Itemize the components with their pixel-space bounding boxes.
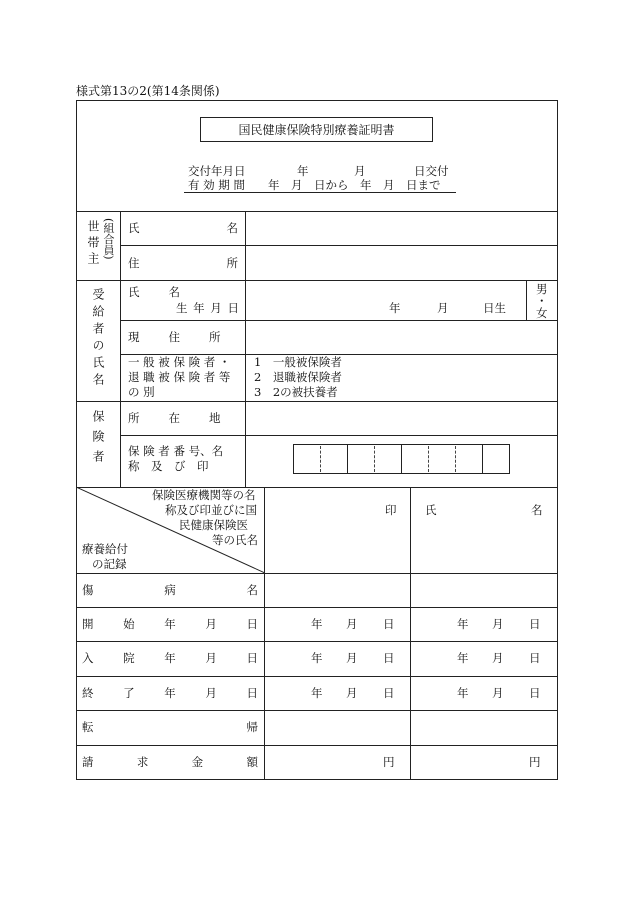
- rule: [76, 607, 558, 608]
- date-day: 日: [529, 651, 541, 665]
- label-char: 所: [226, 256, 238, 270]
- label-char: 入: [82, 651, 94, 665]
- recipient-name-label: 氏 名: [128, 285, 182, 299]
- label-char: 年: [164, 651, 176, 665]
- row-label-end-date: [82, 686, 258, 700]
- outcome-field-a[interactable]: [265, 711, 409, 744]
- header-corner-line1: 療養給付: [82, 542, 128, 556]
- date-month: 月: [346, 651, 358, 665]
- date-day: 日: [529, 686, 541, 700]
- householder-address-field[interactable]: [246, 246, 557, 278]
- rule: [120, 435, 558, 436]
- label-char: 月: [205, 617, 217, 631]
- validity-underline: [184, 192, 456, 193]
- disease-field-a[interactable]: [265, 574, 409, 606]
- row-label-claim-amount: [82, 755, 258, 769]
- sex-male[interactable]: 男: [536, 282, 548, 296]
- issue-day-label: 日交付: [414, 164, 449, 178]
- label-char: 金: [191, 755, 204, 769]
- date-year: 年: [457, 686, 469, 700]
- label-char: 終: [82, 686, 94, 700]
- class-label-line1: 一 般 被 保 険 者 ・: [128, 355, 231, 369]
- date-year: 年: [311, 651, 323, 665]
- form-reference: 様式第13の2(第14条関係): [76, 84, 220, 98]
- row-label-disease: [82, 583, 258, 597]
- label-char: 月: [205, 651, 217, 665]
- label-char: 名: [226, 221, 238, 235]
- rule: [526, 280, 527, 320]
- rule: [482, 444, 483, 474]
- header-diag-line1: 保険医療機関等の名: [152, 488, 256, 502]
- class-option-3[interactable]: 3 2の被扶養者: [254, 385, 338, 399]
- date-day: 日: [383, 651, 395, 665]
- row-label-start-date: [82, 617, 258, 631]
- sex-separator: ・: [536, 294, 548, 308]
- rule: [428, 446, 429, 472]
- institution-b-field[interactable]: [411, 488, 557, 572]
- date-month: 月: [492, 651, 504, 665]
- outcome-field-b[interactable]: [411, 711, 557, 744]
- rule: [320, 446, 321, 472]
- rule: [76, 745, 558, 746]
- insurer-section-label: 保険者: [91, 410, 105, 470]
- insurer-location-label: 所 在 地: [128, 411, 223, 425]
- date-month: 月: [346, 686, 358, 700]
- label-char: 名: [246, 583, 258, 597]
- label-char: 日: [246, 686, 258, 700]
- label-char: 住: [128, 256, 140, 270]
- label-char: 日: [246, 651, 258, 665]
- label-char: 請: [82, 755, 94, 769]
- form-title: 国民健康保険特別療養証明書: [238, 123, 395, 137]
- date-month: 月: [492, 686, 504, 700]
- householder-name-label: [128, 221, 238, 235]
- date-day: 日: [529, 617, 541, 631]
- class-label-line2: 退 職 被 保 険 者 等: [128, 370, 231, 384]
- class-option-2[interactable]: 2 退職被保険者: [254, 370, 342, 384]
- label-char: 傷: [82, 583, 94, 597]
- rule: [401, 444, 402, 474]
- label-char: 了: [123, 686, 135, 700]
- label-char: 氏: [128, 221, 140, 235]
- recipient-address-field[interactable]: [246, 321, 557, 353]
- rule: [374, 446, 375, 472]
- label-char: 院: [123, 651, 135, 665]
- label-char: 日: [246, 617, 258, 631]
- label-char: 年: [164, 686, 176, 700]
- dob-month-label: 月: [437, 301, 449, 315]
- rule: [120, 211, 121, 487]
- label-char: 額: [246, 755, 258, 769]
- insurer-number-label-line1: 保 険 者 番 号、名: [128, 444, 224, 458]
- label-char: 始: [123, 617, 135, 631]
- date-month: 月: [492, 617, 504, 631]
- recipient-address-label: 現 住 所: [128, 330, 223, 344]
- rule: [347, 444, 348, 474]
- class-option-1[interactable]: 1 一般被保険者: [254, 355, 342, 369]
- dob-day-label: 日生: [483, 301, 506, 315]
- date-year: 年: [457, 617, 469, 631]
- recipient-section-label: 受給者の氏名: [91, 288, 105, 390]
- label-char: 転: [82, 720, 94, 734]
- rule: [455, 446, 456, 472]
- householder-address-label: [128, 256, 238, 270]
- insurer-location-field[interactable]: [246, 402, 557, 434]
- householder-section-label: 世帯主: [86, 220, 100, 268]
- yen-label: 円: [383, 755, 395, 769]
- date-day: 日: [383, 686, 395, 700]
- row-label-admission-date: [82, 651, 258, 665]
- issue-month-label: 月: [354, 164, 366, 178]
- issue-year-label: 年: [297, 164, 309, 178]
- header-diag-line3: 民健康保険医: [179, 518, 248, 532]
- header-corner-line2: の記録: [92, 557, 127, 571]
- label-char: 年: [164, 617, 176, 631]
- form-frame: [76, 100, 558, 780]
- header-diag-line2: 称及び印並びに国: [165, 503, 257, 517]
- issue-date-label: 交付年月日: [188, 164, 246, 178]
- date-day: 日: [383, 617, 395, 631]
- date-year: 年: [311, 617, 323, 631]
- validity-range: 年 月 日から 年 月 日まで: [268, 178, 441, 192]
- doctor-label-left: 氏: [425, 503, 437, 517]
- date-month: 月: [346, 617, 358, 631]
- class-label-line3: の 別: [128, 385, 155, 399]
- date-year: 年: [457, 651, 469, 665]
- disease-field-b[interactable]: [411, 574, 557, 606]
- insurer-number-label-line2: 称 及 び 印: [128, 459, 209, 473]
- doctor-label-right: 名: [531, 503, 543, 517]
- rule: [76, 641, 558, 642]
- dob-year-label: 年: [389, 301, 401, 315]
- label-char: 病: [164, 583, 176, 597]
- householder-paren-label: (組合員): [102, 218, 115, 260]
- householder-name-field[interactable]: [246, 212, 557, 244]
- label-char: 求: [136, 755, 149, 769]
- row-label-outcome: [82, 720, 258, 734]
- validity-label: 有 効 期 間: [188, 178, 245, 192]
- stamp-label: 印: [385, 503, 397, 517]
- institution-a-field[interactable]: [265, 488, 409, 572]
- label-char: 開: [82, 617, 94, 631]
- recipient-name-field[interactable]: [246, 281, 525, 319]
- date-year: 年: [311, 686, 323, 700]
- yen-label: 円: [529, 755, 541, 769]
- label-char: 月: [205, 686, 217, 700]
- label-char: 帰: [246, 720, 258, 734]
- rule: [76, 676, 558, 677]
- sex-female[interactable]: 女: [536, 306, 548, 320]
- recipient-dob-label: 生 年 月 日: [176, 301, 240, 315]
- header-diag-line4: 等の氏名: [212, 533, 258, 547]
